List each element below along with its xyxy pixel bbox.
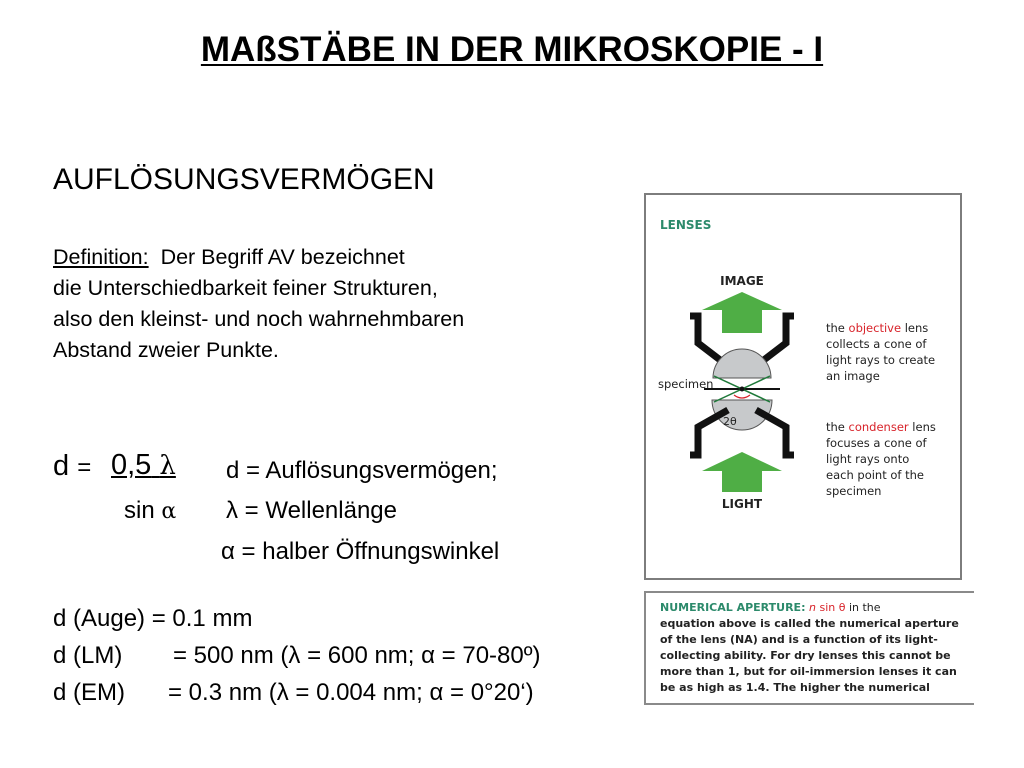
- section-heading: AUFLÖSUNGSVERMÖGEN: [53, 163, 435, 196]
- na-line-1: equation above is called the numerical aperture: [660, 617, 959, 630]
- formula-numerator-value: 0,5: [111, 449, 152, 481]
- objective-caption-line-4: an image: [826, 369, 880, 383]
- value-value: = 0.1 mm: [151, 605, 253, 632]
- condenser-caption-line-3: light rays onto: [826, 452, 910, 466]
- lenses-box-title: LENSES: [660, 218, 712, 232]
- numerical-aperture-box: [644, 591, 974, 705]
- objective-caption: [826, 321, 935, 383]
- formula-numerator: [111, 449, 194, 482]
- value-label: d (EM): [53, 679, 125, 706]
- na-line-3: collecting ability. For dry lenses this cannot be: [660, 649, 951, 662]
- value-row-lm: [53, 642, 122, 670]
- formula-alpha: α: [161, 499, 177, 524]
- na-line-4: more than 1, but for oil-immersion lenses it can: [660, 665, 957, 678]
- condenser-housing-right: [756, 410, 794, 455]
- na-line-2: of the lens (NA) and is a function of its light-: [660, 633, 938, 646]
- condenser-caption: [826, 420, 936, 498]
- value-row-auge: [53, 605, 252, 633]
- na-title-line: NUMERICAL APERTURE: n sin θ in the: [660, 601, 881, 614]
- condenser-caption-line-2: focuses a cone of: [826, 436, 927, 450]
- condenser-caption-line-5: specimen: [826, 484, 882, 498]
- definition-text-1: Der Begriff AV bezeichnet: [160, 245, 405, 269]
- objective-caption-line-1: the objective lens: [826, 321, 929, 335]
- formula-lambda: λ: [159, 451, 176, 481]
- definition-line-1: [53, 242, 405, 273]
- na-line-5: be as high as 1.4. The higher the numerical: [660, 681, 930, 694]
- formula-def-d: d = Auflösungsvermögen;: [226, 457, 498, 484]
- numerical-aperture-text: [646, 593, 974, 705]
- angle-arc: [734, 395, 750, 398]
- image-arrow-icon: [702, 292, 782, 333]
- lenses-figure: [644, 193, 962, 580]
- specimen-point: [740, 387, 745, 392]
- objective-caption-line-2: collects a cone of: [826, 337, 927, 351]
- condenser-caption-line-1: the condenser lens: [826, 420, 936, 434]
- value-lm: = 500 nm (λ = 600 nm; α = 70-80º): [173, 642, 541, 669]
- value-em: = 0.3 nm (λ = 0.004 nm; α = 0°20‘): [168, 679, 534, 706]
- formula-lhs: [53, 450, 91, 483]
- formula-sin: sin: [124, 497, 155, 524]
- specimen-label: specimen: [658, 377, 714, 391]
- lenses-diagram: [646, 195, 960, 578]
- definition-line-2: die Unterschiedbarkeit feiner Strukturen,: [53, 276, 438, 300]
- formula-def-alpha: α = halber Öffnungswinkel: [221, 538, 500, 565]
- light-label: LIGHT: [721, 497, 763, 511]
- objective-lens: [713, 349, 771, 378]
- definition-label: Definition:: [53, 245, 149, 269]
- image-label: IMAGE: [720, 274, 764, 288]
- value-row-em: [53, 679, 125, 707]
- formula-denominator: [124, 497, 176, 525]
- formula-equals: =: [77, 454, 92, 481]
- condenser-caption-line-4: each point of the: [826, 468, 924, 482]
- value-label: d (Auge): [53, 605, 146, 632]
- slide-title: MAßSTÄBE IN DER MIKROSKOPIE - I: [200, 30, 824, 69]
- angle-label: 2θ: [723, 415, 737, 428]
- definition-line-3: also den kleinst- und noch wahrnehmbaren: [53, 307, 465, 331]
- value-label: d (LM): [53, 642, 123, 669]
- objective-caption-line-3: light rays to create: [826, 353, 936, 367]
- light-arrow-icon: [702, 452, 782, 492]
- formula-d: d: [53, 450, 70, 482]
- formula-def-lambda: λ = Wellenlänge: [226, 497, 397, 524]
- definition-line-4: Abstand zweier Punkte.: [53, 338, 279, 362]
